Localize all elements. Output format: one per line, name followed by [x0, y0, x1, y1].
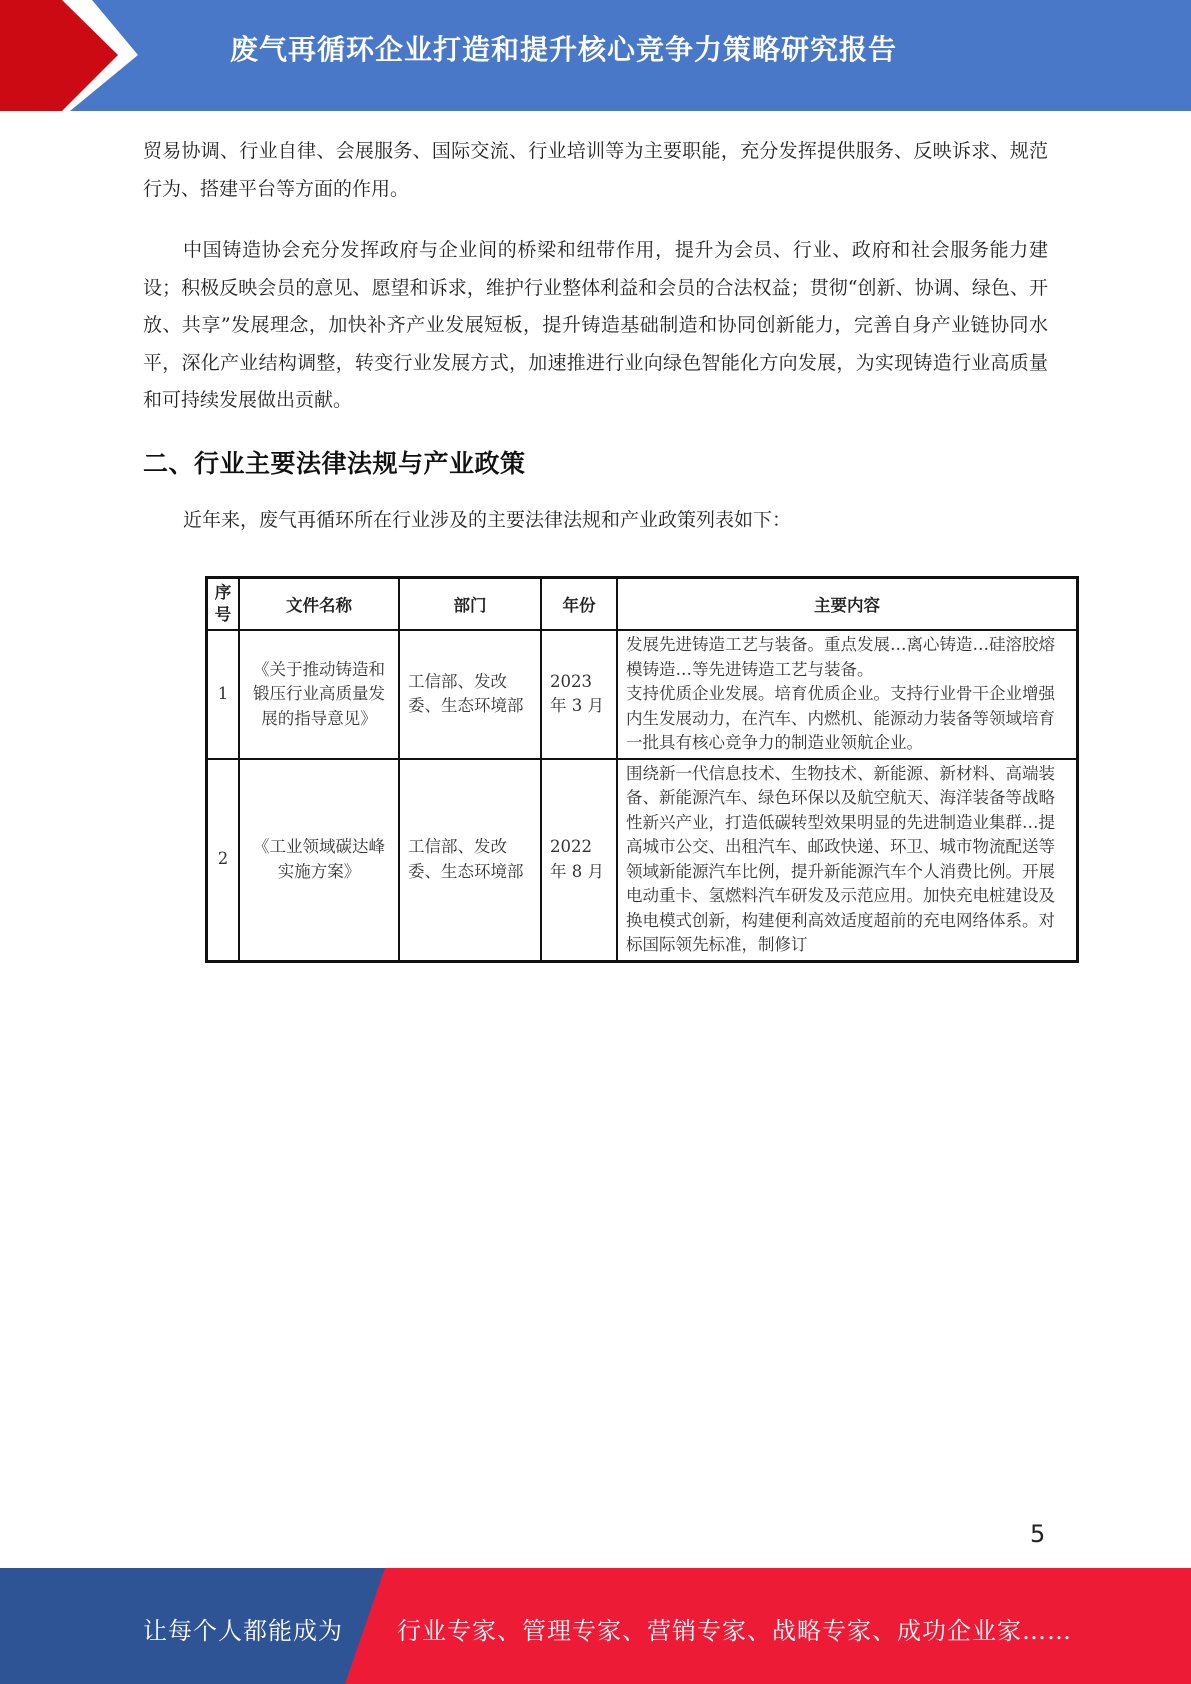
cell-name: 《关于推动铸造和锻压行业高质量发展的指导意见》 — [239, 630, 399, 759]
page-body — [143, 133, 1048, 563]
cell-content-line: 支持优质企业发展。培育优质企业。支持行业骨干企业增强内生发展动力，在汽车、内燃机、能源动力装备等领域培育一批具有核心竞争力的制造业领航企业。 — [626, 684, 1055, 752]
cell-no: 2 — [207, 759, 240, 962]
footer-slogan-right: 行业专家、管理专家、营销专家、战略专家、成功企业家…… — [397, 1617, 1072, 1645]
page-number: 5 — [1030, 1520, 1046, 1548]
cell-year: 2022 年 8 月 — [541, 759, 617, 962]
cell-dept: 工信部、发改委、生态环境部 — [399, 759, 541, 962]
cell-year: 2023 年 3 月 — [541, 630, 617, 759]
cell-content: 围绕新一代信息技术、生物技术、新能源、新材料、高端装备、新能源汽车、绿色环保以及航空航天、海洋装备等战略性新兴产业，打造低碳转型效果明显的先进制造业集群…提高城市公交、出租汽车、邮政快递、环卫、城市物流配送等领域新能源汽车比例，提升新能源汽车个人消费比例。开展电动重卡、氢燃料汽车研发及示范应用。加快充电桩建设及换电模式创新，构建便利高效适度超前的充电网络体系。对标国际领先标准，制修订 — [617, 759, 1078, 962]
cell-no: 1 — [207, 630, 240, 759]
page-footer — [0, 1568, 1191, 1684]
col-header-name: 文件名称 — [239, 578, 399, 631]
cell-name: 《工业领域碳达峰实施方案》 — [239, 759, 399, 962]
col-header-year: 年份 — [541, 578, 617, 631]
body-paragraph-2: 中国铸造协会充分发挥政府与企业间的桥梁和纽带作用，提升为会员、行业、政府和社会服务能力建设；积极反映会员的意见、愿望和诉求，维护行业整体利益和会员的合法权益；贯彻“创新、协调、绿色、开放、共享”发展理念，加快补齐产业发展短板，提升铸造基础制造和协同创新能力，完善自身产业链协同水平，深化产业结构调整，转变行业发展方式，加速推进行业向绿色智能化方向发展，为实现铸造行业高质量和可持续发展做出贡献。 — [143, 239, 1048, 411]
col-header-content: 主要内容 — [617, 578, 1078, 631]
table-intro-paragraph: 近年来，废气再循环所在行业涉及的主要法律法规和产业政策列表如下： — [183, 508, 792, 531]
header-title: 废气再循环企业打造和提升核心竞争力策略研究报告 — [230, 33, 898, 66]
col-header-dept: 部门 — [399, 578, 541, 631]
table-header-row — [207, 578, 1078, 631]
table-row — [207, 759, 1078, 962]
footer-slogan-left: 让每个人都能成为 — [143, 1617, 343, 1645]
page-header — [0, 0, 1191, 111]
policy-table — [205, 576, 1079, 963]
policy-table-wrapper — [205, 576, 1079, 963]
col-header-no: 序号 — [207, 578, 240, 631]
cell-content — [617, 630, 1078, 759]
cell-content-line: 发展先进铸造工艺与装备。重点发展…离心铸造…硅溶胶熔模铸造…等先进铸造工艺与装备。 — [626, 635, 1055, 679]
table-row — [207, 630, 1078, 759]
cell-dept: 工信部、发改委、生态环境部 — [399, 630, 541, 759]
section-heading: 二、行业主要法律法规与产业政策 — [143, 448, 526, 478]
body-paragraph-1: 贸易协调、行业自律、会展服务、国际交流、行业培训等为主要职能，充分发挥提供服务、反映诉求、规范行为、搭建平台等方面的作用。 — [143, 140, 1048, 200]
